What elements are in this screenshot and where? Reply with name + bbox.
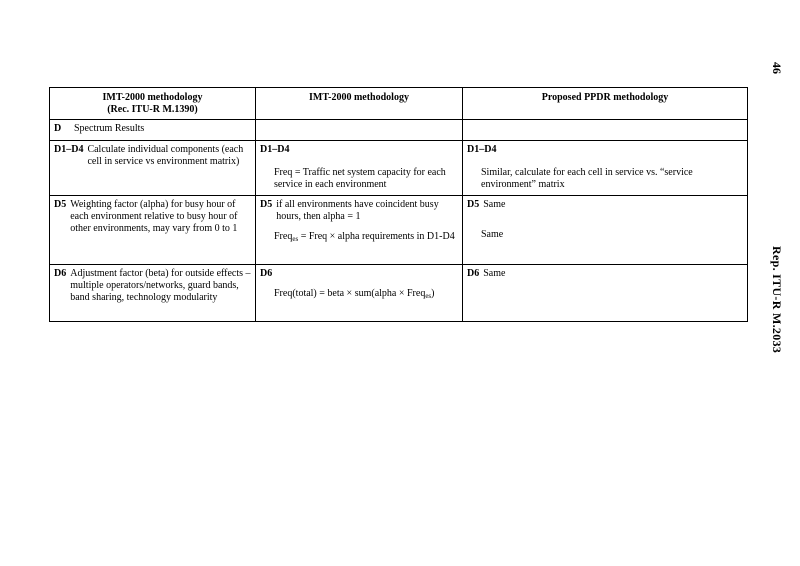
section-tag: D [54,123,62,134]
d1-d4-m1390-text: Calculate individual components (each cell in service vs environment matrix) [87,144,244,167]
running-head-text: Rep. ITU-R M.2033 [770,246,784,354]
d5-m1390-cell [50,196,256,265]
d6-m1390-cell [50,265,256,322]
d5-ppdr-content [467,199,743,211]
d6-formula-sub: es [425,292,432,300]
d1-d4-ppdr-tag: D1–D4 [467,144,497,155]
methodology-table [49,87,748,322]
section-text: Spectrum Results [74,123,145,134]
d5-formula-sub: es [292,235,299,243]
table-row-d1-d4 [50,141,748,196]
d6-ppdr-tag: D6 [467,268,480,279]
d5-ppdr-tag: D5 [467,199,480,210]
d1-d4-m1390-cell [50,141,256,196]
page-number-text: 46 [770,62,784,74]
d1-d4-imt-cell [256,141,463,196]
d6-m1390-tag: D6 [54,268,67,279]
d5-formula-pre: Freq [274,231,293,242]
section-empty-cell-2 [256,120,463,141]
d5-imt-formula [260,231,458,243]
d5-imt-text: if all environments have coincident busy hours, then alpha = 1 [276,199,439,222]
running-head [770,246,786,356]
header-imt-m1390-line2: (Rec. ITU-R M.1390) [107,104,198,115]
d5-m1390-content [54,199,251,235]
d6-imt-formula [260,288,458,300]
d5-ppdr-cell [463,196,748,265]
d5-ppdr-extra: Same [481,229,504,240]
table-row-spectrum-results [50,120,748,141]
d6-formula-post: ) [431,288,435,299]
d5-imt-tag: D5 [260,199,273,210]
section-empty-cell-3 [463,120,748,141]
d1-d4-ppdr-cell [463,141,748,196]
d1-d4-m1390-content [54,144,251,168]
d6-m1390-text: Adjustment factor (beta) for outside effects – multiple operators/networks, guard bands, band sharing, technology modularity [70,268,251,303]
d1-d4-ppdr-text: Similar, calculate for each cell in service vs. “service environment” matrix [481,167,693,190]
page-number [770,62,786,86]
header-imt [256,88,463,120]
header-imt-m1390 [50,88,256,120]
d6-m1390-content [54,268,251,304]
d1-d4-imt-text: Freq = Traffic net system capacity for each service in each environment [274,167,446,190]
d6-formula-pre: Freq(total) = beta × sum(alpha × Freq [274,288,426,299]
d6-ppdr-content [467,268,743,280]
d6-ppdr-cell [463,265,748,322]
d5-m1390-tag: D5 [54,199,67,210]
d5-m1390-text: Weighting factor (alpha) for busy hour of each environment relative to busy hour of other environments, may vary from 0 to 1 [70,199,238,234]
d6-ppdr-text: Same [483,268,506,279]
header-ppdr-text: Proposed PPDR methodology [541,92,669,103]
d1-d4-m1390-tag: D1–D4 [54,144,84,155]
d6-imt-cell [256,265,463,322]
table-row-d6 [50,265,748,322]
d6-imt-tag: D6 [260,268,273,279]
table-row-d5 [50,196,748,265]
header-ppdr [463,88,748,120]
d5-imt-content [260,199,458,223]
section-cell [50,120,256,141]
d5-imt-cell [256,196,463,265]
d5-ppdr-text: Same [483,199,506,210]
d1-d4-imt-tag: D1–D4 [260,144,290,155]
header-imt-text: IMT-2000 methodology [309,92,409,103]
header-imt-m1390-line1: IMT-2000 methodology [102,92,203,103]
table-header-row [50,88,748,120]
d5-formula-post: = Freq × alpha requirements in D1-D4 [298,231,455,242]
section-label [54,123,251,135]
